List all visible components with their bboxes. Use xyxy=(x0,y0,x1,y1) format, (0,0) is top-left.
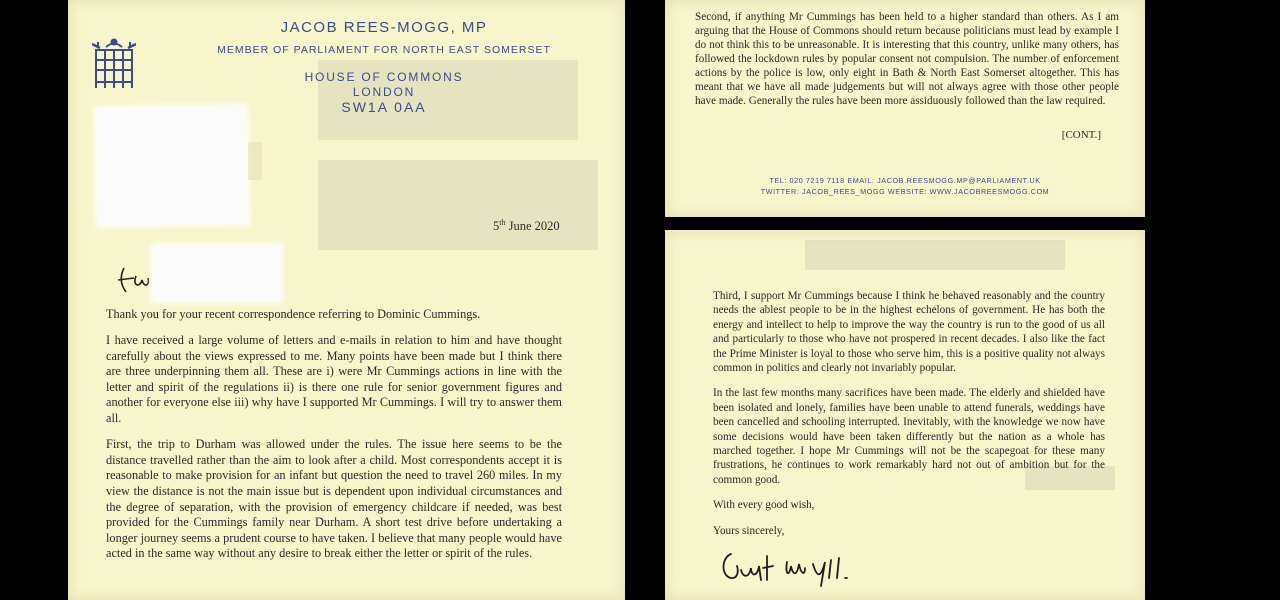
redacted-recipient-address xyxy=(97,107,247,226)
footer-contact-line: TEL: 020 7219 7118 EMAIL: JACOB.REESMOGG.MP@PARLIAMENT.UK xyxy=(769,176,1041,185)
paragraph: Third, I support Mr Cummings because I think he behaved reasonably and the country needs the ablest people to be in the highest echelons of government. He has both the energy and intellect to help to improve the way the country is run to the good of us all and particularly to those who have not prospered in recent decades. I also like the fact the Prime Minister is loyal to those who serve him, this is a positive quality not always common in politics and clearly not invariably popular. xyxy=(713,290,1105,375)
stamp-mark xyxy=(248,142,262,180)
signature-mark xyxy=(717,544,867,588)
show-through xyxy=(805,240,1065,270)
redacted-recipient-name xyxy=(154,246,280,300)
mp-constituency: MEMBER OF PARLIAMENT FOR NORTH EAST SOMERSET xyxy=(217,44,551,56)
letterhead-address xyxy=(264,70,504,115)
closing: Yours sincerely, xyxy=(713,524,785,537)
address-line-2: LONDON xyxy=(352,85,416,99)
paragraph: First, the trip to Durham was allowed under the rules. The issue here seems to be the distance travelled rather than the aim to look after a child. Most correspondents accept it is reasonable to make provision for an infant but question the need to travel 260 miles. In my view the distance is not the main issue but is dependent upon individual circumstances and the degree of separation, with the provision of emergency childcare if needed, was best provided for the Cummings family near Durham. A short test drive before undertaking a longer journey seems a prudent course to have taken. I believe that many people would have acted in the same way without any desire to break either the letter or spirit of the rules. xyxy=(106,437,562,561)
letter-page-3 xyxy=(665,230,1145,600)
letter-body-page-2 xyxy=(695,10,1119,119)
mp-name: JACOB REES-MOGG, MP xyxy=(280,19,488,36)
letter-page-1 xyxy=(68,0,625,600)
letter-body-page-3 xyxy=(713,289,1105,549)
address-postcode: SW1A 0AA xyxy=(341,99,427,115)
address-line-1: HOUSE OF COMMONS xyxy=(304,70,464,84)
continued-marker: [CONT.] xyxy=(1061,129,1101,141)
show-through xyxy=(318,160,598,250)
letter-date: 5th June 2020 xyxy=(493,218,560,234)
letter-page-2 xyxy=(665,0,1145,217)
paragraph: I have received a large volume of letters and e-mails in relation to him and have thought carefully about the views expressed to me. Many points have been made but I think there are three underpinning them all. These are i) were Mr Cummings actions in line with the letter and spirit of the regulations ii) is there one rule for senior government figures and another for everyone else iii) why have I supported Mr Cummings. I will try to answer them all. xyxy=(106,333,562,426)
valediction: With every good wish, xyxy=(713,499,815,512)
letter-body-page-1 xyxy=(106,307,562,572)
portcullis-icon xyxy=(92,38,136,92)
paragraph: Thank you for your recent correspondence referring to Dominic Cummings. xyxy=(106,307,481,321)
footer-web-line: TWITTER: JACOB_REES_MOGG WEBSITE: WWW.JACOBREESMOGG.COM xyxy=(760,187,1050,196)
paragraph: In the last few months many sacrifices have been made. The elderly and shielded have been isolated and lonely, families have been unable to attend funerals, weddings have been cancelled and schooling interrupted. Inevitably, with the knowledge we now have some decisions would have been taken differently but the nation as a whole has marched together. I hope Mr Cummings will not be the scapegoat for these many frustrations, he continues to work remarkably hard not out of ambition but for the common good. xyxy=(713,387,1105,486)
paragraph: Second, if anything Mr Cummings has been held to a higher standard than others. As I am arguing that the House of Commons should return because politicians must lead by example I do not think this to be unreasonable. It is interesting that this country, unlike many others, has followed the lockdown rules by popular consent not compulsion. The number of enforcement actions by the police is low, only eight in Bath & North East Somerset altogether. This has meant that we have all made judgements but will not always agree with those other people have made. Generally the rules have been more assiduously followed than the law required. xyxy=(695,11,1119,107)
